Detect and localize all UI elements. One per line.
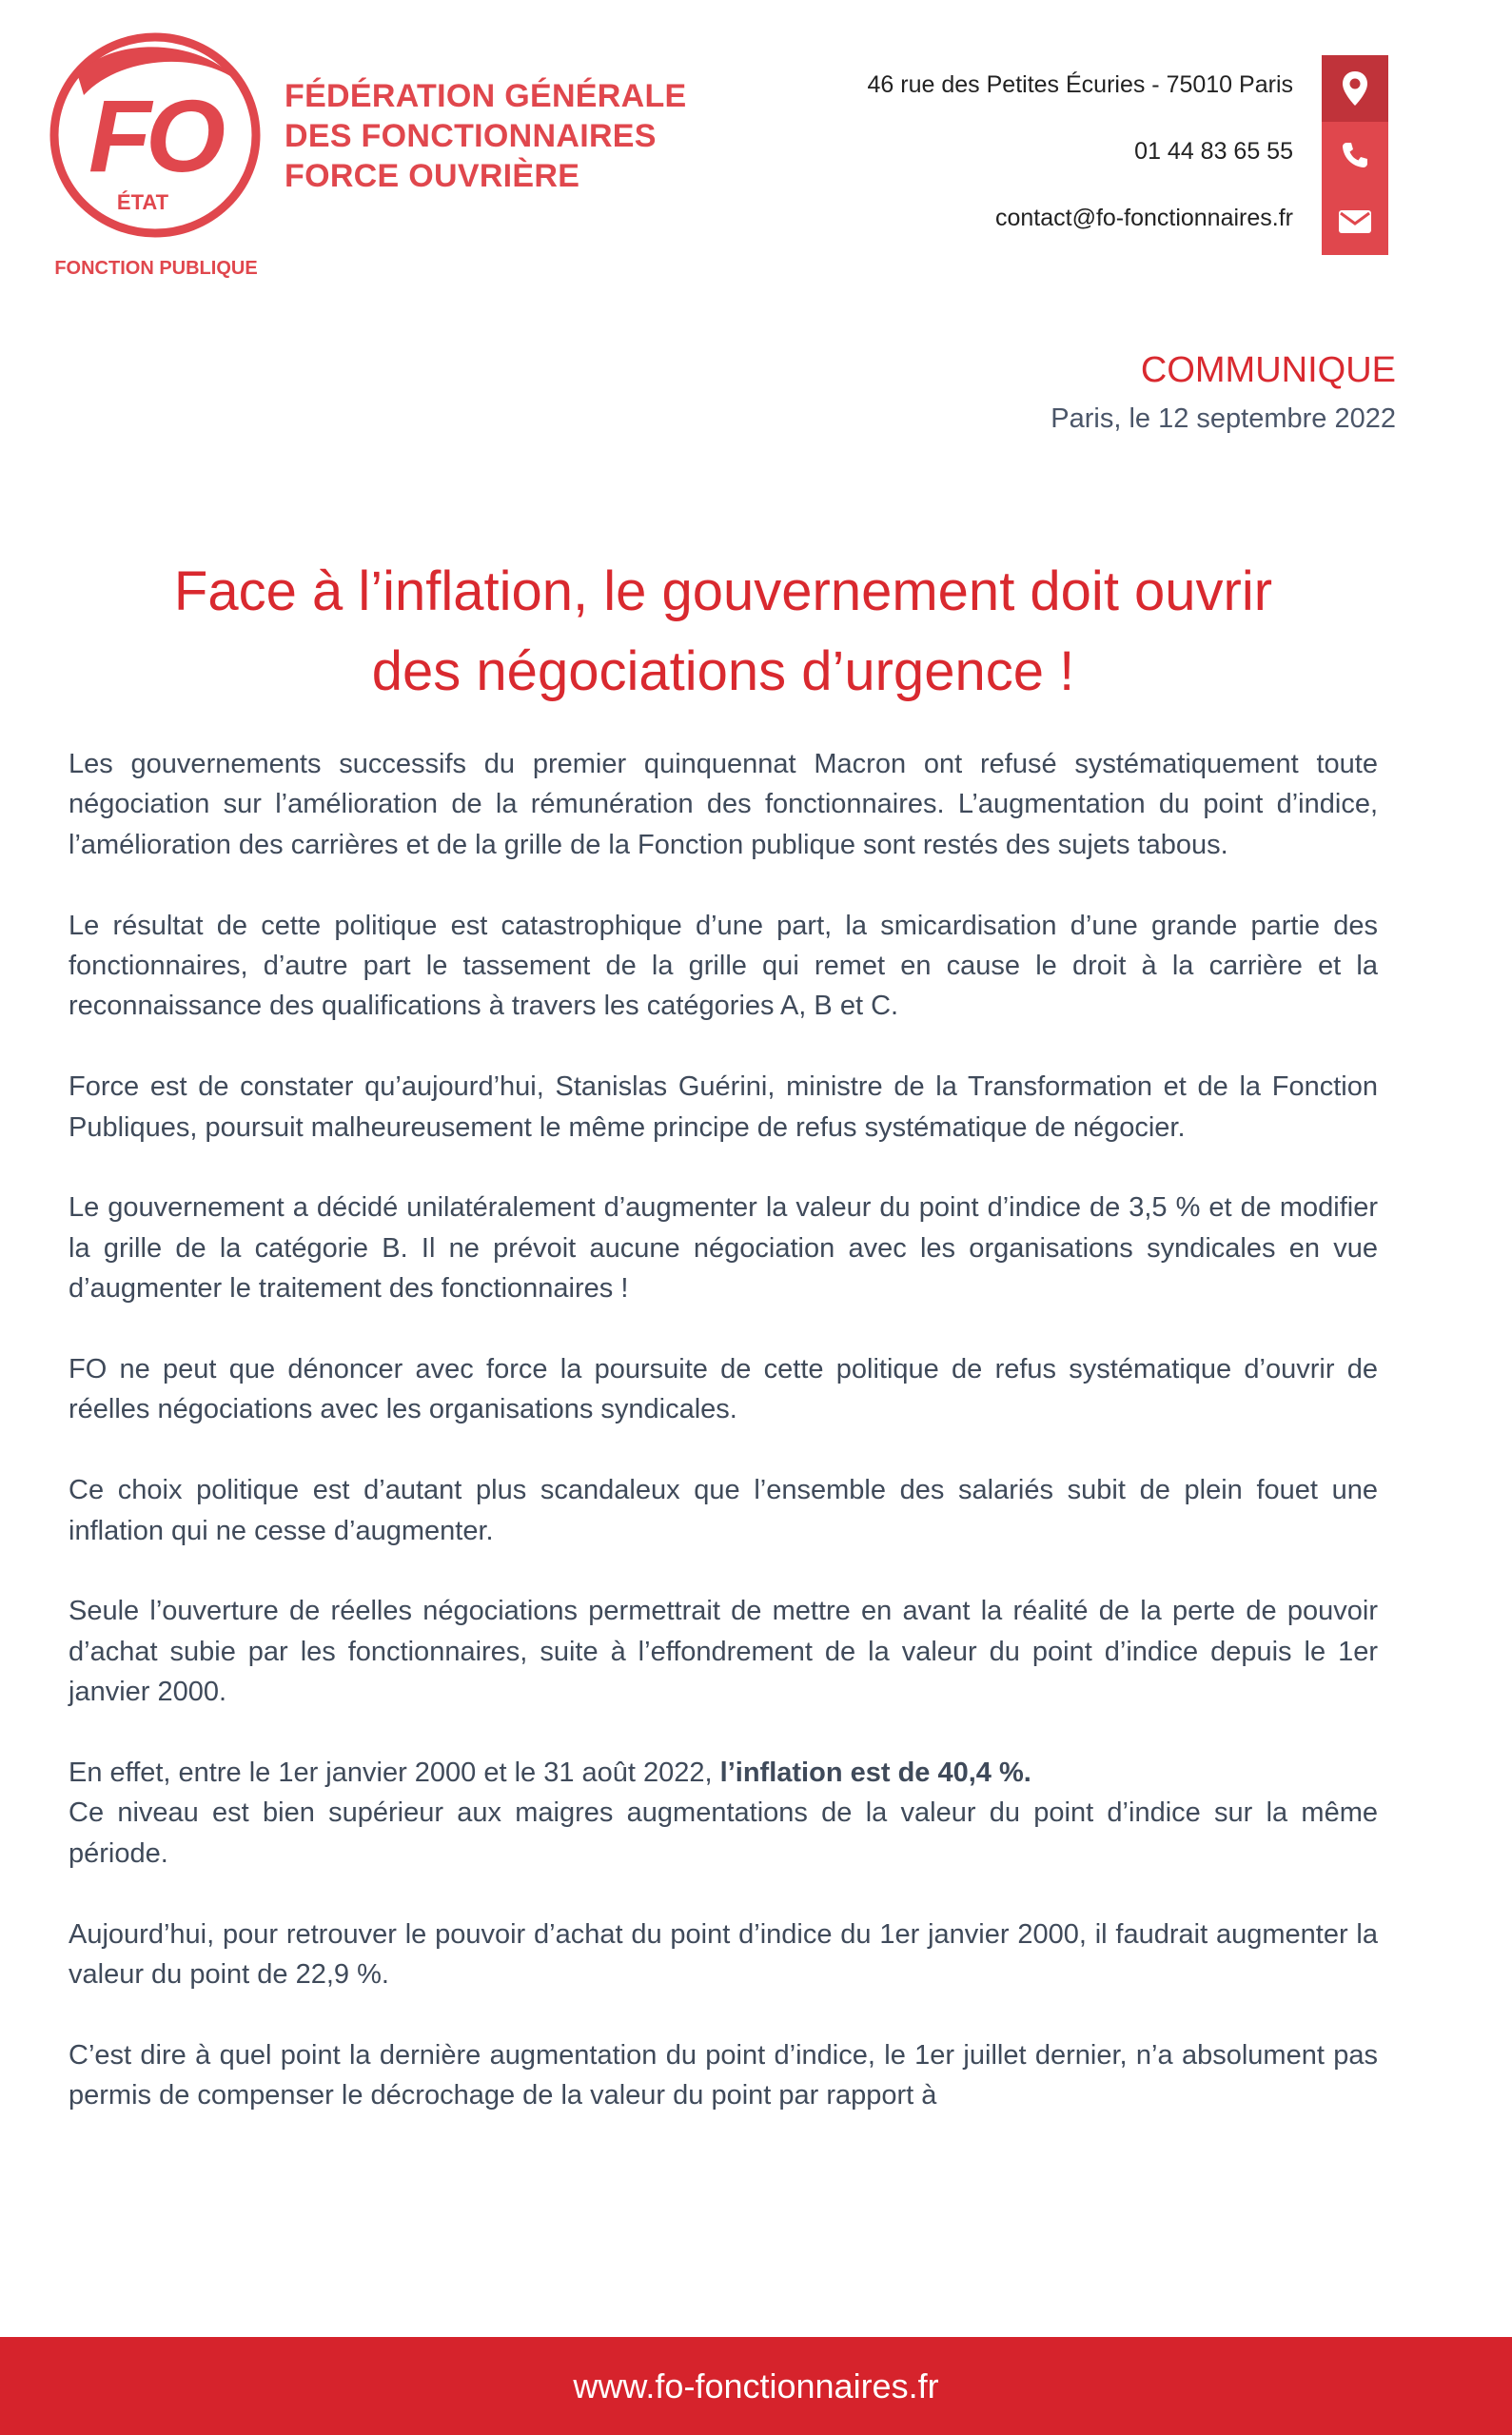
inflation-rest: Ce niveau est bien supérieur aux maigres augmentations de la valeur du point d’indice sur la même période. bbox=[69, 1797, 1378, 1869]
document-title-line-2: des négociations d’urgence ! bbox=[371, 640, 1075, 702]
contact-icons-bar bbox=[1322, 55, 1388, 255]
organization-name-line-1: FÉDÉRATION GÉNÉRALE bbox=[285, 78, 687, 114]
fo-logo bbox=[48, 29, 266, 284]
organization-name bbox=[285, 76, 687, 196]
contact-address: 46 rue des Petites Écuries - 75010 Paris bbox=[867, 71, 1293, 98]
body-paragraph: Les gouvernements successifs du premier quinquennat Macron ont refusé systématiquement toute négociation sur l’amélioration de la rémunération des fonctionnaires. L’augmentation du point d’indice, l’amélioration des carrières et de la grille de la Fonction publique sont restés des sujets tabous. bbox=[69, 749, 1378, 860]
communique-date: Paris, le 12 septembre 2022 bbox=[1051, 403, 1396, 434]
organization-name-line-3: FORCE OUVRIÈRE bbox=[285, 158, 580, 194]
footer-bar bbox=[0, 2337, 1512, 2435]
inflation-paragraph bbox=[69, 1753, 1378, 1874]
organization-name-line-2: DES FONCTIONNAIRES bbox=[285, 118, 657, 154]
location-pin-icon bbox=[1322, 55, 1388, 122]
contact-email[interactable]: contact@fo-fonctionnaires.fr bbox=[994, 205, 1293, 231]
document-title-line-1: Face à l’inflation, le gouvernement doit ouvrir bbox=[173, 560, 1273, 622]
body-paragraph: Aujourd’hui, pour retrouver le pouvoir d’achat du point d’indice du 1er janvier 2000, il faudrait augmenter la valeur du point de 22,9 %. bbox=[69, 1918, 1378, 1991]
body-paragraph: FO ne peut que dénoncer avec force la poursuite de cette politique de refus systématique d’ouvrir de réelles négociations avec les organisations syndicales. bbox=[69, 1354, 1378, 1425]
footer-website-link[interactable]: www.fo-fonctionnaires.fr bbox=[573, 2366, 939, 2406]
document-body bbox=[69, 744, 1378, 2116]
communique-label: COMMUNIQUE bbox=[1140, 350, 1396, 390]
envelope-icon bbox=[1322, 188, 1388, 255]
document-title bbox=[57, 552, 1389, 712]
body-paragraph: Le résultat de cette politique est catastrophique d’une part, la smicardisation d’une grande partie des fonctionnaires, d’autre part le tassement de la grille qui remet en cause le droit à la carrière et la reconnaissance des qualifications à travers les catégories A, B et C. bbox=[69, 910, 1378, 1022]
logo-sub-mark: ÉTAT bbox=[116, 190, 169, 214]
phone-icon bbox=[1322, 122, 1388, 188]
contact-phone: 01 44 83 65 55 bbox=[1134, 138, 1293, 165]
body-paragraph: Le gouvernement a décidé unilatéralement d’augmenter la valeur du point d’indice de 3,5 % et de modifier la grille de la catégorie B. Il ne prévoit aucune négociation avec les organisations syndicales en vue d’augmenter le traitement des fonctionnaires ! bbox=[69, 1192, 1378, 1305]
logo-mark: FO bbox=[88, 78, 220, 193]
body-paragraph: Ce choix politique est d’autant plus scandaleux que l’ensemble des salariés subit de plein fouet une inflation qui ne cesse d’augmenter. bbox=[69, 1475, 1378, 1546]
body-paragraph: C’est dire à quel point la dernière augmentation du point d’indice, le 1er juillet dernier, n’a absolument pas permis de compenser le décrochage de la valeur du point par rapport à bbox=[69, 2039, 1378, 2111]
inflation-lead: En effet, entre le 1er janvier 2000 et le 31 août 2022, bbox=[69, 1758, 720, 1789]
body-paragraph: Seule l’ouverture de réelles négociations permettrait de mettre en avant la réalité de la perte de pouvoir d’achat subie par les fonctionnaires, suite à l’effondrement de la valeur du point d’indice depuis le 1er janvier 2000. bbox=[69, 1596, 1378, 1708]
logo-caption: FONCTION PUBLIQUE bbox=[54, 258, 258, 279]
body-paragraph: Force est de constater qu’aujourd’hui, Stanislas Guérini, ministre de la Transformation et de la Fonction Publiques, poursuit malheureusement le même principe de refus systématique de négocier. bbox=[69, 1071, 1378, 1143]
inflation-highlight: l’inflation est de 40,4 %. bbox=[719, 1758, 1031, 1789]
